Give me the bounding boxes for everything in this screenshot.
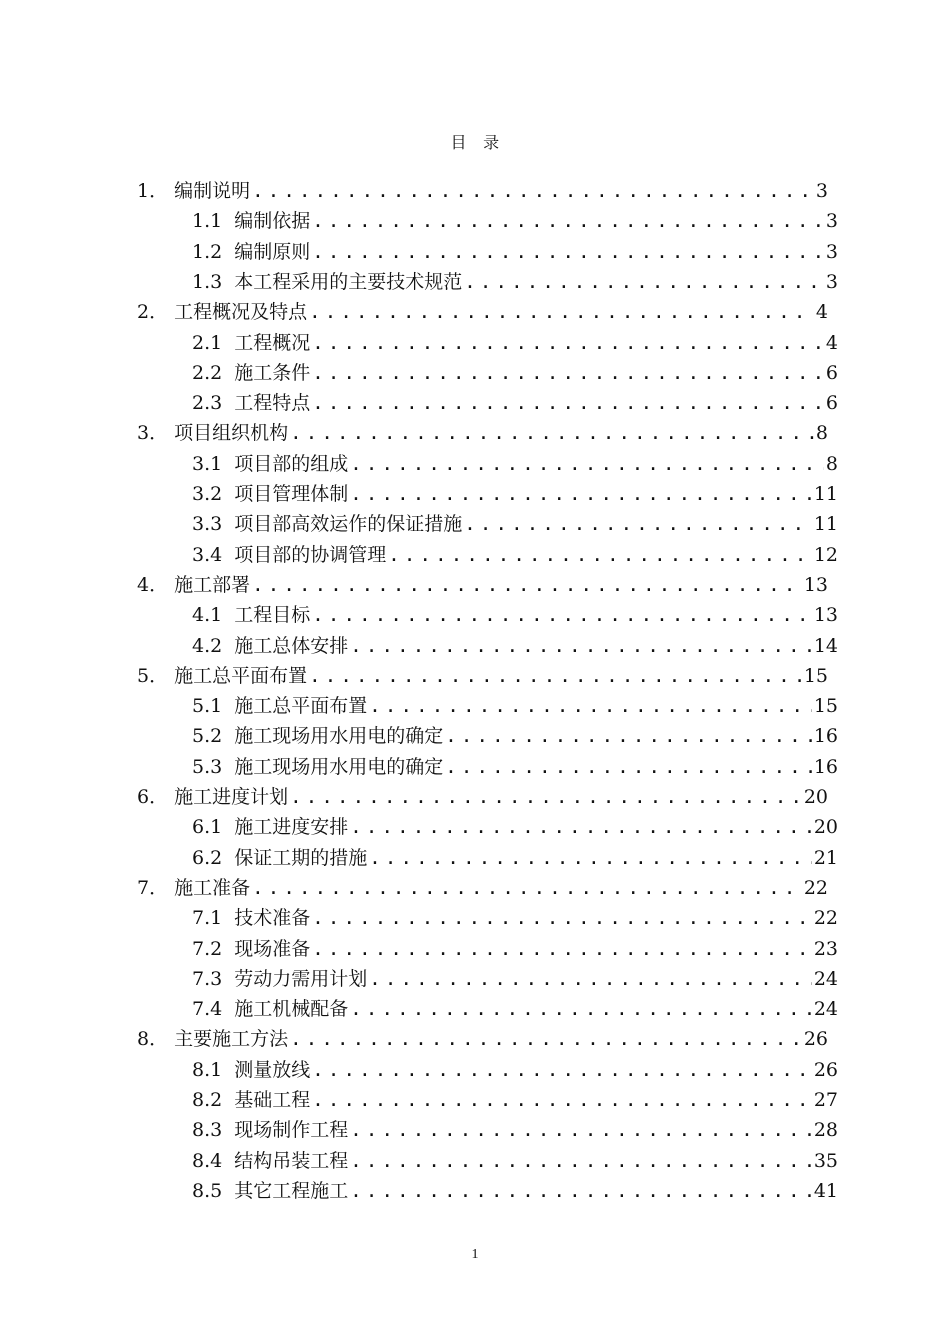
dot-leader	[369, 695, 812, 717]
toc-entry-page: 6	[825, 361, 838, 384]
toc-entry[interactable]	[192, 540, 838, 570]
toc-entry-page: 11	[813, 513, 838, 536]
toc-entry[interactable]	[137, 661, 828, 691]
toc-entry-number: 5.3	[192, 755, 223, 778]
toc-entry[interactable]	[192, 721, 838, 751]
toc-entry-title: 项目部的协调管理	[234, 543, 387, 566]
toc-entry-title: 基础工程	[234, 1089, 311, 1111]
toc-entry-title: 项目部的组成	[234, 452, 349, 475]
page-title: 目 录	[450, 133, 500, 152]
toc-entry-title: 工程概况及特点	[174, 301, 308, 324]
toc-entry-title: 主要施工方法	[174, 1028, 289, 1051]
toc-entry-number: 5．	[137, 664, 169, 687]
toc-entry-title: 其它工程施工	[234, 1179, 349, 1202]
toc-entry-page: 41	[813, 1179, 838, 1202]
toc-entry-title: 本工程采用的主要技术规范	[234, 270, 463, 293]
toc-entry-page: 4	[825, 331, 838, 354]
toc-entry-title: 施工总体安排	[234, 634, 349, 657]
toc-entry-number: 7.1	[192, 907, 223, 930]
toc-entry-number: 6.1	[192, 816, 223, 839]
toc-entry[interactable]	[137, 782, 828, 812]
dot-leader	[312, 362, 824, 384]
toc-entry-title: 施工条件	[234, 361, 311, 384]
toc-entry[interactable]	[192, 1055, 838, 1085]
toc-entry[interactable]	[192, 206, 838, 236]
dot-leader	[388, 544, 812, 566]
toc-entry-number: 4.1	[192, 604, 223, 627]
dot-leader	[350, 1119, 812, 1141]
toc-entry-page: 22	[813, 907, 838, 930]
toc-entry-number: 5.2	[192, 725, 223, 748]
toc-entry[interactable]	[192, 903, 838, 933]
toc-entry-page: 15	[813, 695, 838, 718]
toc-entry[interactable]	[192, 328, 838, 358]
toc-entry[interactable]	[137, 1024, 828, 1054]
toc-entry-page: 24	[813, 967, 838, 990]
toc-entry-number: 1.1	[192, 210, 223, 233]
toc-entry-number: 1.2	[192, 240, 223, 263]
toc-entry[interactable]	[137, 297, 828, 327]
dot-leader	[290, 786, 802, 808]
toc-entry-number: 2.2	[192, 361, 223, 384]
toc-entry-page: 22	[803, 876, 828, 899]
toc-entry[interactable]	[192, 964, 838, 994]
toc-entry[interactable]	[192, 1176, 838, 1206]
toc-entry-number: 4.2	[192, 634, 223, 657]
dot-leader	[312, 210, 824, 232]
toc-entry-number: 5.1	[192, 695, 223, 718]
toc-entry-title: 结构吊装工程	[234, 1149, 349, 1172]
toc-entry-title: 施工部署	[174, 573, 251, 596]
toc-entry-page: 4	[815, 301, 828, 324]
toc-entry-page: 3	[815, 180, 828, 202]
toc-entry-page: 6	[825, 392, 838, 415]
toc-entry-number: 3.1	[192, 452, 223, 475]
toc-entry[interactable]	[192, 1115, 838, 1145]
dot-leader	[312, 604, 812, 626]
dot-leader	[464, 271, 824, 293]
toc-entry-page: 26	[803, 1028, 828, 1051]
toc-entry[interactable]	[192, 752, 838, 782]
toc-entry-number: 6．	[137, 786, 169, 808]
toc-entry[interactable]	[192, 237, 838, 267]
toc-entry-number: 8.2	[192, 1089, 223, 1111]
toc-entry-title: 项目部高效运作的保证措施	[234, 513, 463, 536]
toc-entry-title: 技术准备	[234, 907, 311, 930]
dot-leader	[312, 392, 824, 414]
toc-entry-page: 11	[813, 483, 838, 505]
dot-leader	[290, 422, 814, 444]
toc-entry[interactable]	[192, 1085, 838, 1115]
toc-entry-title: 施工总平面布置	[174, 664, 308, 687]
toc-entry-page: 28	[813, 1119, 838, 1142]
toc-entry-page: 35	[813, 1149, 838, 1172]
toc-entry-number: 2.1	[192, 331, 223, 354]
toc-entry-page: 14	[813, 634, 838, 657]
dot-leader	[312, 241, 824, 263]
toc-entry-number: 3．	[137, 422, 169, 445]
dot-leader	[369, 968, 812, 990]
toc-entry[interactable]	[192, 358, 838, 388]
toc-entry-title: 编制说明	[174, 180, 251, 202]
toc-entry-number: 8.5	[192, 1179, 223, 1202]
toc-entry-number: 7．	[137, 876, 169, 899]
toc-entry-number: 6.2	[192, 846, 223, 869]
toc-entry-title: 编制原则	[234, 240, 311, 263]
dot-leader	[445, 725, 812, 747]
toc-entry-title: 劳动力需用计划	[234, 967, 368, 990]
toc-entry-page: 13	[813, 604, 838, 627]
dot-leader	[350, 453, 824, 475]
dot-leader	[312, 1059, 812, 1081]
dot-leader	[350, 816, 812, 838]
toc-entry-page: 27	[813, 1089, 838, 1111]
toc-entry[interactable]	[192, 509, 838, 539]
toc-entry-title: 施工进度计划	[174, 786, 289, 808]
dot-leader	[350, 483, 812, 505]
dot-leader	[312, 907, 812, 929]
toc-entry-number: 2.3	[192, 392, 223, 415]
toc-entry-title: 工程特点	[234, 392, 311, 415]
toc-entry-number: 3.4	[192, 543, 223, 566]
dot-leader	[350, 1180, 812, 1202]
dot-leader	[252, 574, 802, 596]
toc-entry-page: 3	[825, 240, 838, 263]
toc-entry-title: 现场制作工程	[234, 1119, 349, 1142]
toc-entry-number: 2．	[137, 301, 169, 324]
toc-entry[interactable]	[192, 691, 838, 721]
toc-entry[interactable]	[192, 449, 838, 479]
toc-entry-page: 21	[813, 846, 838, 869]
toc-entry-number: 4．	[137, 573, 169, 596]
toc-entry-number: 1．	[137, 180, 169, 202]
toc-entry-title: 施工进度安排	[234, 816, 349, 839]
toc-entry-number: 8.4	[192, 1149, 223, 1172]
toc-entry[interactable]	[192, 479, 838, 509]
toc-entry-number: 8.1	[192, 1058, 223, 1081]
dot-leader	[252, 877, 802, 899]
toc-entry-page: 8	[825, 452, 838, 475]
toc-entry-title: 测量放线	[234, 1058, 311, 1081]
toc-entry-page: 12	[813, 543, 838, 566]
toc-entry[interactable]	[192, 388, 838, 418]
toc-entry[interactable]	[192, 994, 838, 1024]
toc-entry[interactable]	[192, 600, 838, 630]
toc-entry-number: 7.3	[192, 967, 223, 990]
dot-leader	[290, 1028, 802, 1050]
toc-entry-title: 编制依据	[234, 210, 311, 233]
toc-entry-number: 1.3	[192, 270, 223, 293]
toc-entry-page: 20	[803, 786, 828, 808]
toc-entry-number: 8．	[137, 1028, 169, 1051]
toc-entry-title: 工程概况	[234, 331, 311, 354]
dot-leader	[350, 635, 812, 657]
toc-entry-page: 3	[825, 210, 838, 233]
toc-entry[interactable]	[137, 570, 828, 600]
toc-entry-title: 保证工期的措施	[234, 846, 368, 869]
dot-leader	[464, 513, 812, 535]
toc-entry-page: 26	[813, 1058, 838, 1081]
toc-entry-page: 3	[825, 270, 838, 293]
toc-entry-number: 7.4	[192, 998, 223, 1021]
page-number: 1	[471, 1247, 479, 1262]
dot-leader	[312, 332, 824, 354]
toc-entry-title: 施工现场用水用电的确定	[234, 725, 444, 748]
toc-entry-page: 15	[803, 664, 828, 687]
toc-entry-page: 20	[813, 816, 838, 839]
toc-entry-title: 施工准备	[174, 876, 251, 899]
toc-entry-title: 施工机械配备	[234, 998, 349, 1021]
toc-entry-title: 工程目标	[234, 604, 311, 627]
dot-leader	[312, 1089, 812, 1111]
dot-leader	[369, 847, 812, 869]
toc-entry-page: 16	[813, 725, 838, 748]
toc-entry[interactable]	[192, 812, 838, 842]
toc-entry-page: 8	[815, 422, 828, 445]
toc-entry[interactable]	[192, 934, 838, 964]
toc-entry-title: 项目组织机构	[174, 422, 289, 445]
toc-entry-title: 施工总平面布置	[234, 695, 368, 718]
toc-entry-title: 项目管理体制	[234, 483, 349, 505]
toc-entry-page: 23	[813, 937, 838, 960]
dot-leader	[350, 998, 812, 1020]
dot-leader	[309, 301, 814, 323]
toc-entry-title: 现场准备	[234, 937, 311, 960]
toc-entry-title: 施工现场用水用电的确定	[234, 755, 444, 778]
toc-entry[interactable]	[137, 176, 828, 206]
toc-entry-number: 3.3	[192, 513, 223, 536]
toc-entry[interactable]	[192, 631, 838, 661]
dot-leader	[252, 180, 814, 202]
toc-entry[interactable]	[137, 873, 828, 903]
toc-entry-page: 13	[803, 573, 828, 596]
toc-entry-number: 3.2	[192, 483, 223, 505]
dot-leader	[445, 756, 812, 778]
toc-entry[interactable]	[192, 267, 838, 297]
toc-entry-number: 7.2	[192, 937, 223, 960]
dot-leader	[350, 1150, 812, 1172]
dot-leader	[309, 665, 802, 687]
dot-leader	[312, 938, 812, 960]
toc-entry[interactable]	[192, 1146, 838, 1176]
toc-entry-page: 24	[813, 998, 838, 1021]
toc-entry-page: 16	[813, 755, 838, 778]
toc-entry[interactable]	[137, 418, 828, 448]
toc-entry[interactable]	[192, 843, 838, 873]
toc-entry-number: 8.3	[192, 1119, 223, 1142]
